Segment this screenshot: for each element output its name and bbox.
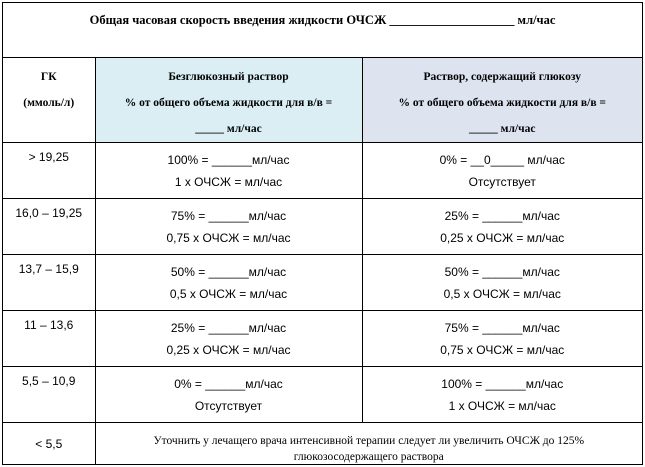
gk-range: 11 – 13,6 — [3, 311, 95, 367]
gk-range: 16,0 – 19,25 — [3, 199, 95, 255]
clinical-note-line: глюкозосодержащего раствора — [293, 451, 444, 463]
glucose-percent: 100% = ______мл/час — [441, 377, 564, 391]
glucose-cell — [362, 367, 642, 423]
table-row — [3, 367, 642, 423]
glucose-percent: 75% = ______мл/час — [444, 321, 560, 335]
fluid-rate-table-document — [2, 2, 643, 465]
header-nonglucose — [95, 58, 362, 143]
glucose-formula: 0,75 х ОЧСЖ = мл/час — [440, 343, 565, 357]
header-nonglucose-rate: _____ мл/час — [195, 123, 262, 135]
nonglucose-percent: 25% = ______мл/час — [170, 321, 287, 335]
glucose-percent: 50% = ______мл/час — [444, 265, 560, 279]
gk-range: 5,5 – 10,9 — [3, 367, 95, 423]
glucose-percent: 25% = ______мл/час — [444, 209, 560, 223]
glucose-cell — [362, 255, 642, 311]
header-glucose-title: Раствор, содержащий глюкозу — [423, 71, 582, 83]
header-gk-label: ГК — [40, 71, 57, 83]
header-glucose-rate: _____ мл/час — [469, 123, 536, 135]
fluid-rate-table — [3, 58, 642, 465]
nonglucose-cell — [95, 199, 362, 255]
glucose-formula: 1 х ОЧСЖ = мл/час — [448, 399, 556, 413]
header-gk-unit: (ммоль/л) — [23, 97, 75, 109]
nonglucose-cell — [95, 255, 362, 311]
glucose-formula: 0,25 х ОЧСЖ = мл/час — [440, 231, 565, 245]
nonglucose-cell — [95, 367, 362, 423]
nonglucose-percent: 0% = ______мл/час — [174, 377, 283, 391]
table-row — [3, 311, 642, 367]
glucose-formula: Отсутствует — [468, 175, 536, 189]
glucose-cell — [362, 311, 642, 367]
glucose-formula: 0,5 х ОЧСЖ = мл/час — [443, 287, 561, 301]
gk-range: > 19,25 — [3, 143, 95, 199]
nonglucose-percent: 50% = ______мл/час — [170, 265, 287, 279]
clinical-note — [95, 423, 642, 466]
nonglucose-formula: 0,5 х ОЧСЖ = мл/час — [169, 287, 288, 301]
nonglucose-formula: 0,25 х ОЧСЖ = мл/час — [166, 343, 291, 357]
header-nonglucose-percent: % от общего объема жидкости для в/в = — [124, 97, 333, 109]
gk-range: < 5,5 — [3, 423, 95, 466]
gk-range: 13,7 – 15,9 — [3, 255, 95, 311]
header-glucose-percent: % от общего объема жидкости для в/в = — [398, 97, 606, 109]
table-row — [3, 255, 642, 311]
clinical-note-line: Уточнить у лечащего врача интенсивной терапии следует ли увеличить ОЧСЖ до 125% — [153, 435, 585, 447]
table-row — [3, 143, 642, 199]
nonglucose-cell — [95, 311, 362, 367]
nonglucose-percent: 75% = ______мл/час — [170, 209, 287, 223]
header-nonglucose-title: Безглюкозный раствор — [168, 71, 289, 83]
header-gk — [3, 58, 95, 143]
table-header-row — [3, 58, 642, 143]
glucose-cell — [362, 143, 642, 199]
nonglucose-formula: 1 х ОЧСЖ = мл/час — [174, 175, 283, 189]
nonglucose-cell — [95, 143, 362, 199]
header-glucose — [362, 58, 642, 143]
nonglucose-formula: 0,75 х ОЧСЖ = мл/час — [166, 231, 291, 245]
document-title: Общая часовая скорость введения жидкости ОЧСЖ ____________________ мл/час — [3, 3, 642, 58]
glucose-cell — [362, 199, 642, 255]
table-footer-row — [3, 423, 642, 466]
table-row — [3, 199, 642, 255]
glucose-percent: 0% = __0_____ мл/час — [439, 153, 565, 167]
nonglucose-formula: Отсутствует — [194, 399, 263, 413]
nonglucose-percent: 100% = ______мл/час — [167, 153, 290, 167]
